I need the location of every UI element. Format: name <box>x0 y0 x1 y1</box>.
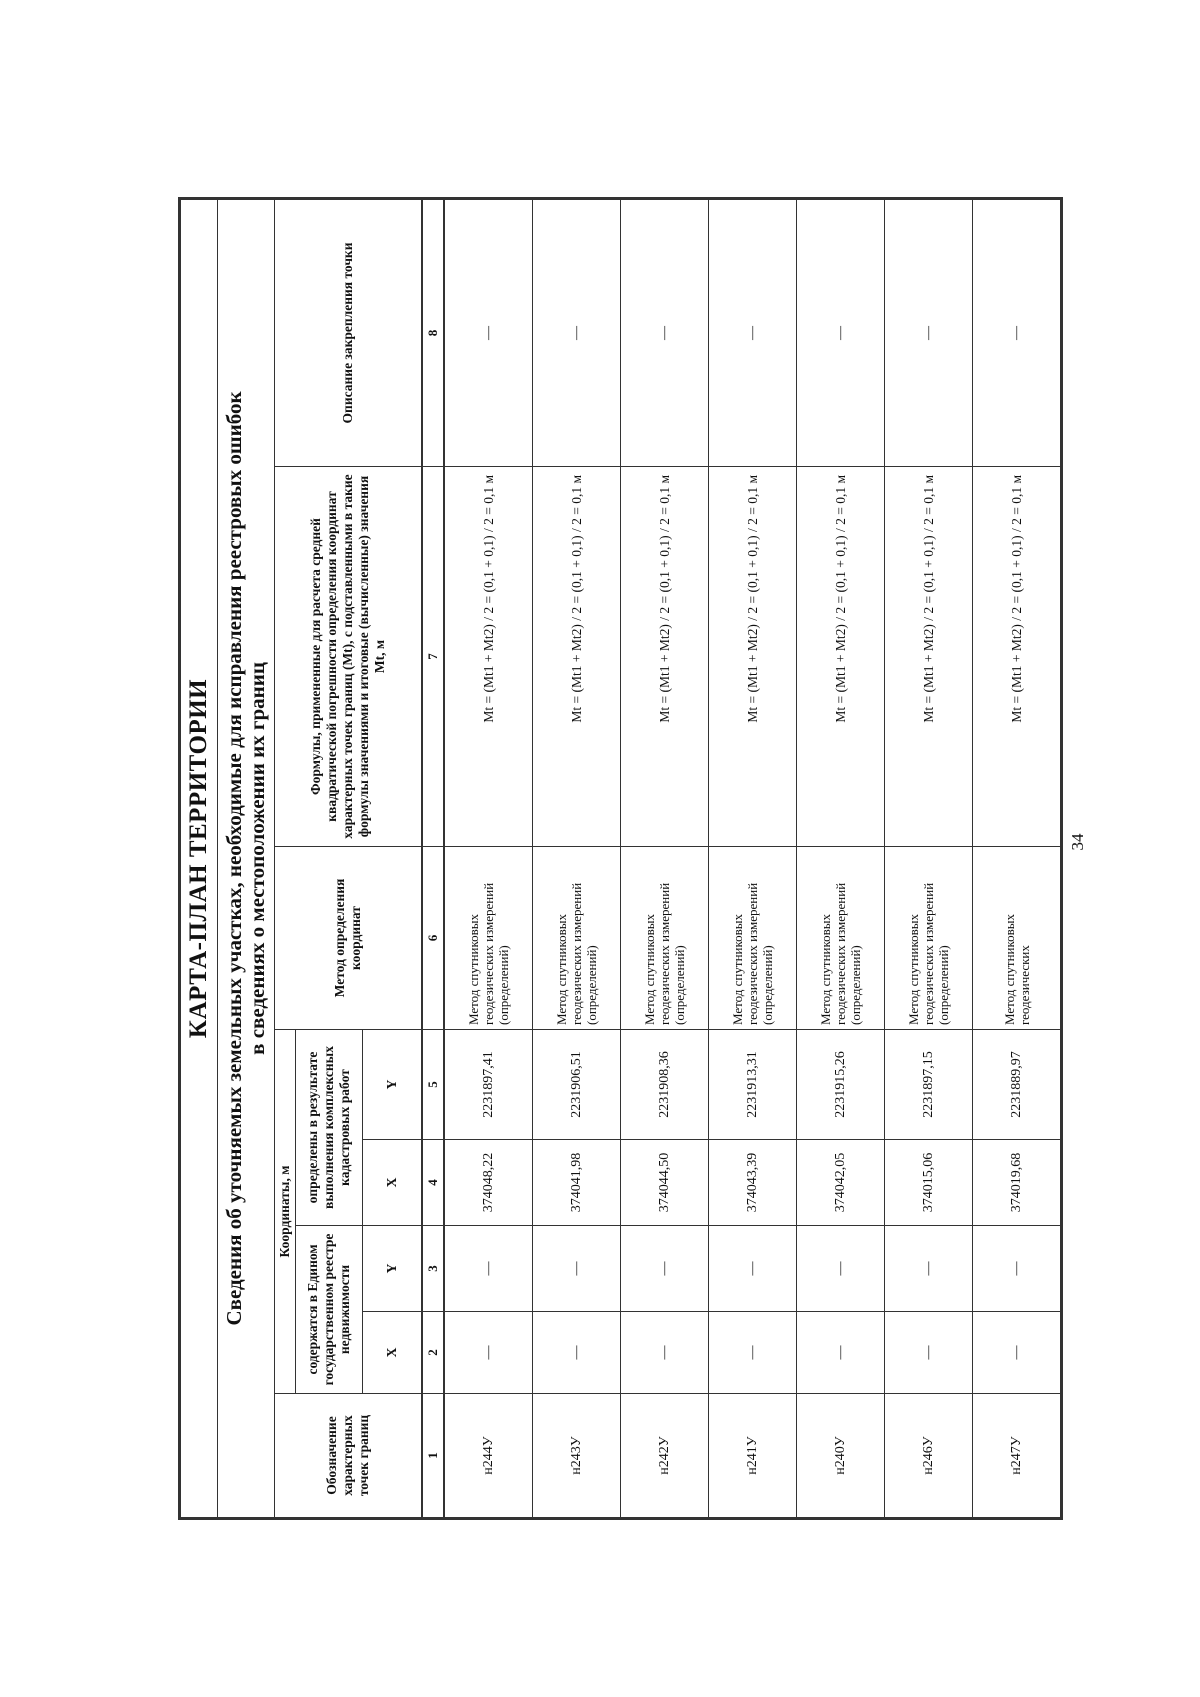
x-cadastral: 374019,68 <box>973 1140 1062 1226</box>
mt-formula: Mt = (Mt1 + Mt2) / 2 = (0,1 + 0,1) / 2 = 0,1 м <box>444 467 533 847</box>
mt-formula: Mt = (Mt1 + Mt2) / 2 = (0,1 + 0,1) / 2 = 0,1 м <box>621 467 709 847</box>
point-description: — <box>709 198 797 466</box>
y-egrn: — <box>533 1226 621 1312</box>
x-cadastral: 374043,39 <box>709 1140 797 1226</box>
point-designation: н246У <box>885 1394 973 1519</box>
point-designation: н241У <box>709 1394 797 1519</box>
coordinate-method: Метод спутниковых геодезических измерений (определений) <box>885 847 973 1030</box>
x-cadastral: 374042,05 <box>797 1140 885 1226</box>
header-egrn: содержатся в Едином государственном реестре недвижимости <box>296 1226 363 1394</box>
coordinate-method: Метод спутниковых геодезических измерений (определений) <box>444 847 533 1030</box>
column-number: 2 <box>422 1312 444 1394</box>
header-formulas: Формулы, примененные для расчета средней квадратической погрешности определения координат характерных точек границ (Mt), с подставленными в такие формулы значениями и итоговые (вычисленные) значения Mt, м <box>275 467 423 847</box>
y-cadastral: 2231906,51 <box>533 1030 621 1140</box>
x-egrn: — <box>973 1312 1062 1394</box>
column-number-row <box>422 198 444 1518</box>
point-designation: н244У <box>444 1394 533 1519</box>
y-cadastral: 2231897,41 <box>444 1030 533 1140</box>
header-x-cadastral: X <box>363 1140 423 1226</box>
y-cadastral: 2231915,26 <box>797 1030 885 1140</box>
table-row <box>797 198 885 1518</box>
x-cadastral: 374048,22 <box>444 1140 533 1226</box>
header-y-egrn: Y <box>363 1226 423 1312</box>
x-egrn: — <box>797 1312 885 1394</box>
table-row <box>709 198 797 1518</box>
header-y-cadastral: Y <box>363 1030 423 1140</box>
y-cadastral: 2231889,97 <box>973 1030 1062 1140</box>
x-egrn: — <box>621 1312 709 1394</box>
x-egrn: — <box>533 1312 621 1394</box>
rotated-document <box>178 200 1030 1520</box>
cadastral-table <box>178 197 1063 1520</box>
page-number: 34 <box>1068 833 1087 851</box>
point-description: — <box>444 198 533 466</box>
y-egrn: — <box>973 1226 1062 1312</box>
coordinate-method: Метод спутниковых геодезических <box>973 847 1062 1030</box>
point-designation: н242У <box>621 1394 709 1519</box>
header-coordinates: Координаты, м <box>275 1030 296 1394</box>
header-designation: Обозначение характерных точек границ <box>275 1394 423 1519</box>
y-cadastral: 2231897,15 <box>885 1030 973 1140</box>
coordinate-method: Метод спутниковых геодезических измерений (определений) <box>533 847 621 1030</box>
document-title: КАРТА-ПЛАН ТЕРРИТОРИИ <box>180 198 218 1518</box>
point-description: — <box>621 198 709 466</box>
coordinate-method: Метод спутниковых геодезических измерений (определений) <box>709 847 797 1030</box>
header-description: Описание закрепления точки <box>275 198 423 466</box>
header-method: Метод определения координат <box>275 847 423 1030</box>
table-row <box>444 198 533 1518</box>
point-description: — <box>797 198 885 466</box>
x-cadastral: 374041,98 <box>533 1140 621 1226</box>
subtitle-line-1: Сведения об уточняемых земельных участках, необходимые для исправления реестровых ошибок <box>222 391 246 1326</box>
coordinate-method: Метод спутниковых геодезических измерений (определений) <box>621 847 709 1030</box>
y-egrn: — <box>797 1226 885 1312</box>
mt-formula: Mt = (Mt1 + Mt2) / 2 = (0,1 + 0,1) / 2 = 0,1 м <box>973 467 1062 847</box>
y-egrn: — <box>621 1226 709 1312</box>
x-egrn: — <box>709 1312 797 1394</box>
y-egrn: — <box>885 1226 973 1312</box>
column-number: 1 <box>422 1394 444 1519</box>
mt-formula: Mt = (Mt1 + Mt2) / 2 = (0,1 + 0,1) / 2 = 0,1 м <box>797 467 885 847</box>
x-egrn: — <box>444 1312 533 1394</box>
column-number: 8 <box>422 198 444 466</box>
header-cadastral: определены в результате выполнения комплексных кадастровых работ <box>296 1030 363 1226</box>
mt-formula: Mt = (Mt1 + Mt2) / 2 = (0,1 + 0,1) / 2 = 0,1 м <box>709 467 797 847</box>
point-description: — <box>885 198 973 466</box>
column-number: 6 <box>422 847 444 1030</box>
point-designation: н240У <box>797 1394 885 1519</box>
y-cadastral: 2231913,31 <box>709 1030 797 1140</box>
y-egrn: — <box>709 1226 797 1312</box>
point-description: — <box>533 198 621 466</box>
subtitle-line-2: в сведениях о местоположении их границ <box>245 662 269 1055</box>
mt-formula: Mt = (Mt1 + Mt2) / 2 = (0,1 + 0,1) / 2 = 0,1 м <box>885 467 973 847</box>
x-egrn: — <box>885 1312 973 1394</box>
document-subtitle <box>218 198 275 1518</box>
table-row <box>973 198 1062 1518</box>
table-row <box>621 198 709 1518</box>
point-designation: н247У <box>973 1394 1062 1519</box>
x-cadastral: 374015,06 <box>885 1140 973 1226</box>
column-number: 5 <box>422 1030 444 1140</box>
table-row <box>885 198 973 1518</box>
point-designation: н243У <box>533 1394 621 1519</box>
column-number: 3 <box>422 1226 444 1312</box>
point-description: — <box>973 198 1062 466</box>
mt-formula: Mt = (Mt1 + Mt2) / 2 = (0,1 + 0,1) / 2 = 0,1 м <box>533 467 621 847</box>
table-row <box>533 198 621 1518</box>
y-egrn: — <box>444 1226 533 1312</box>
column-number: 4 <box>422 1140 444 1226</box>
column-number: 7 <box>422 467 444 847</box>
y-cadastral: 2231908,36 <box>621 1030 709 1140</box>
coordinate-method: Метод спутниковых геодезических измерений (определений) <box>797 847 885 1030</box>
header-x-egrn: X <box>363 1312 423 1394</box>
x-cadastral: 374044,50 <box>621 1140 709 1226</box>
